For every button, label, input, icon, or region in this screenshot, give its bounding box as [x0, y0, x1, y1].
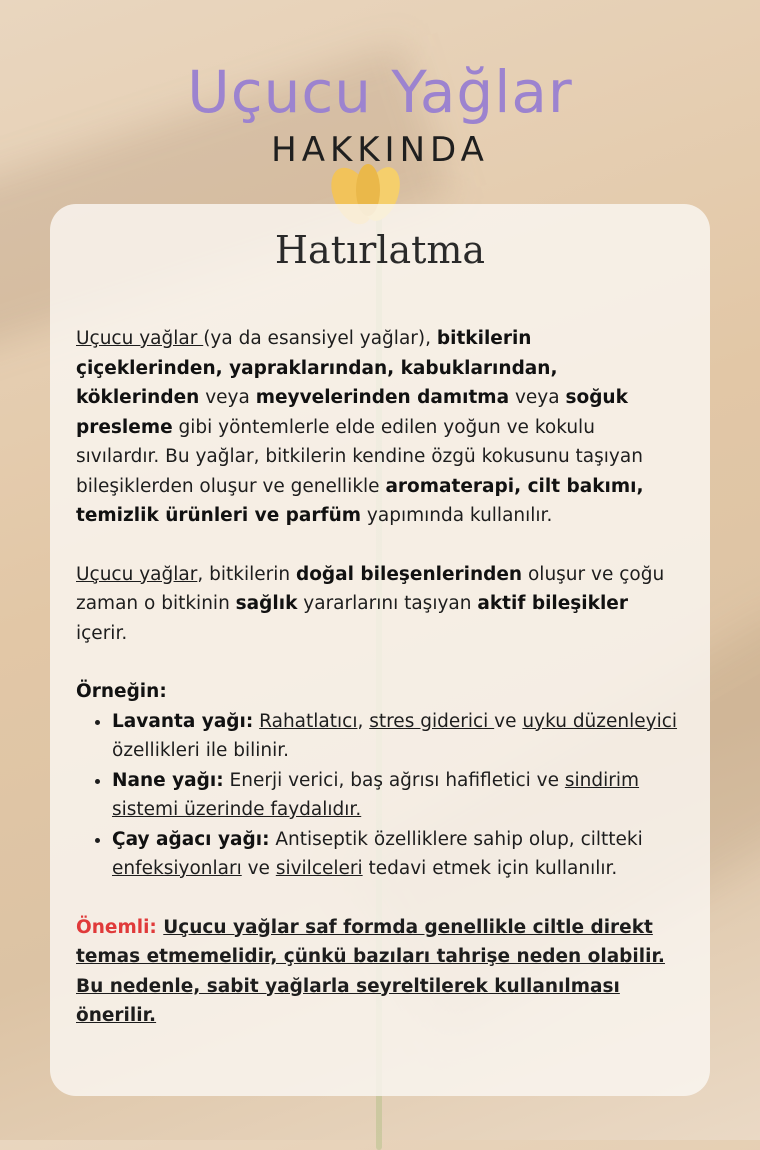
- bold-text: soğuk presleme: [76, 387, 628, 438]
- list-item: • Çay ağacı yağı: Antiseptik özelliklere sahip olup, ciltteki enfeksiyonları ve sivilceleri tedavi etmek için kullanılır.: [112, 825, 684, 884]
- bold-text: aromaterapi, cilt bakımı, temizlik ürünleri ve parfüm: [76, 475, 644, 526]
- list-item: • Lavanta yağı: Rahatlatıcı, stres giderici ve uyku düzenleyici özellikleri ile bilinir.: [112, 707, 684, 766]
- underlined-text: Uçucu yağlar: [76, 328, 204, 349]
- card-content: [76, 324, 684, 1031]
- underlined-text: Uçucu yağlar: [76, 563, 198, 585]
- second-paragraph: Uçucu yağlar, bitkilerin doğal bileşenlerinden oluşur ve çoğu zaman o bitkinin sağlık yararlarını taşıyan aktif bileşikler içerir.: [76, 563, 665, 644]
- reminder-card: [50, 204, 710, 1096]
- bold-text: meyvelerinden damıtma: [255, 387, 510, 408]
- important-note: [76, 913, 684, 1031]
- page-subtitle: HAKKINDA: [271, 130, 489, 170]
- important-text: Uçucu yağlar saf formda genellikle ciltle direkt temas etmemelidir, çünkü bazıları tahrişe neden olabilir. Bu nedenle, sabit yağlarla seyreltilerek kullanılması önerilir.: [76, 916, 665, 1026]
- page-title: Uçucu Yağlar: [187, 58, 573, 126]
- list-item: • Nane yağı: Enerji verici, baş ağrısı hafifletici ve sindirim sistemi üzerinde faydalıdır.: [112, 766, 684, 825]
- intro-paragraph: Uçucu yağlar (ya da esansiyel yağlar), bitkilerin çiçeklerinden, yapraklarından, kabuklarından, köklerinden veya meyvelerinden damıtma veya soğuk presleme gibi yöntemlerle elde edilen yoğun ve kokulu sıvılardır. Bu yağlar, bitkilerin kendine özgü kokusunu taşıyan bileşiklerden oluşur ve genellikle aromaterapi, cilt bakımı, temizlik ürünleri ve parfüm yapımında kullanılır.: [76, 328, 644, 526]
- bold-text: aktif bileşikler: [477, 593, 628, 614]
- examples-list: [76, 707, 684, 884]
- card-title: Hatırlatma: [274, 228, 486, 272]
- important-label: Önemli:: [76, 916, 157, 938]
- bold-text: doğal bileşenlerinden: [295, 563, 523, 585]
- bold-text: sağlık: [235, 593, 298, 614]
- bold-text: bitkilerin çiçeklerinden, yapraklarından, kabuklarından, köklerinden: [76, 328, 558, 408]
- examples-heading: Örneğin:: [76, 681, 167, 702]
